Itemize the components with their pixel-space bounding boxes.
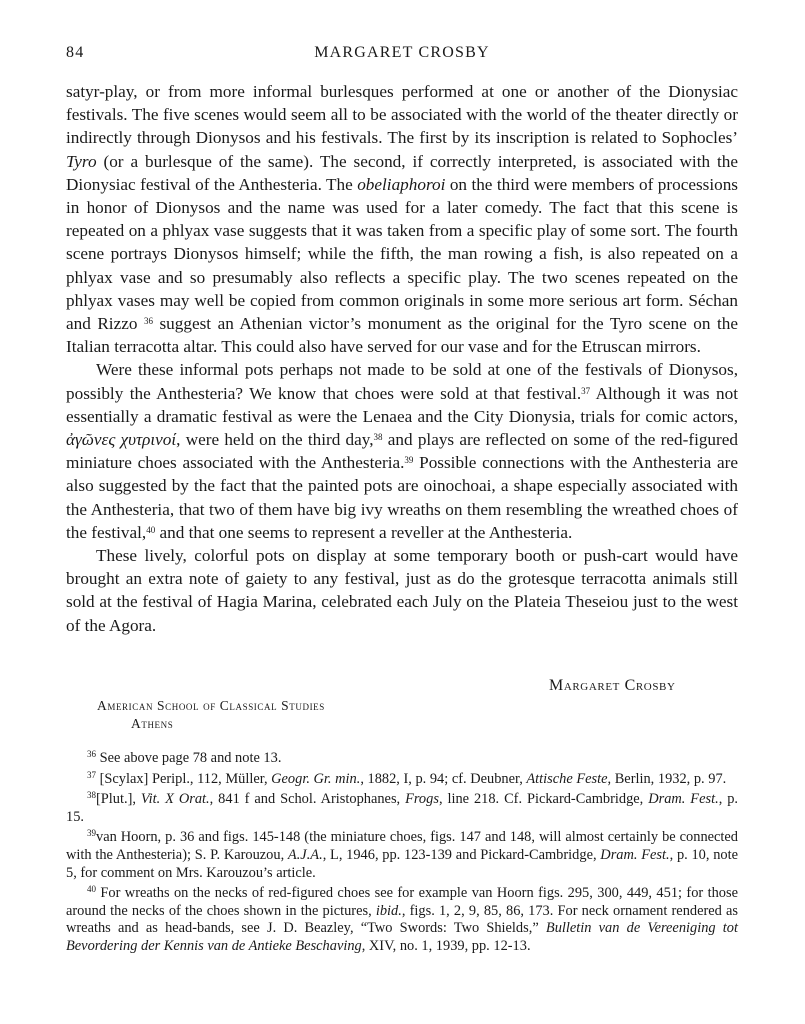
page-header <box>66 44 738 66</box>
institution-city: Athens <box>131 716 174 731</box>
term-obeliaphoroi: obeliaphoroi <box>357 174 446 194</box>
author-institution <box>97 697 325 733</box>
author-signature: Margaret Crosby <box>549 677 676 694</box>
greek-phrase: ἀγῶνες χυτρινοί <box>66 430 177 450</box>
footnote-ref-38: 38 <box>373 432 383 443</box>
footnote-ref-39: 39 <box>404 455 414 466</box>
title-tyro: Tyro <box>66 151 97 171</box>
page-number: 84 <box>66 44 85 61</box>
article-body <box>66 80 738 637</box>
footnote-39: $^{39}$van Hoorn, p. 36 and figs. 145-148 (the miniature choes, figs. 147 and 148, will almost certainly be connected with the Anthesteria); S. P. Karouzou, A.J.A., L, 1946, pp. 123-139 and Pickard-Cambridge, Dram. Fest., p. 10, note 5, for comment on Mrs. Karouzou’s article. <box>66 828 739 881</box>
footnote-37: $^{37}$ [Scylax] Peripl., 112, Müller, Geogr. Gr. min., 1882, I, p. 94; cf. Deubner, Attische Feste, Berlin, 1932, p. 97. <box>87 769 727 787</box>
footnote-ref-40: 40 <box>146 524 156 535</box>
footnote-ref-36: 36 <box>143 316 153 327</box>
paragraph-3: These lively, colorful pots on display at some temporary booth or push-cart would have brought an extra note of gaiety to any festival, just as do the grotesque terracotta animals still sold at the festival of Hagia Marina, celebrated each July on the Plateia Theseiou just to the west of the Agora. <box>66 546 738 635</box>
paragraph-1: satyr-play, or from more informal burlesques performed at one or another of the Dionysiac festivals. The five scenes would seem all to be associated with the world of the theater directly or indirectly through Dionysos and his festivals. The first by its inscription is related to Sophocles’ Tyro (or a burlesque of the same). The second, if correctly interpreted, is associated with the Dionysiac festival of the Anthesteria. The obeliaphoroi on the third were members of processions in honor of Dionysos and the name was used for a later comedy. The fact that this scene is repeated on a phlyax vase suggests that it was taken from a specific play of some sort. The fourth scene portrays Dionysos himself; while the fifth, the man rowing a fish, is also repeated on a phlyax vase and so presumably also reflects a specific play. The two scenes repeated on the phlyax vases may well be copied from common originals in some more serious art form. Séchan and Rizzo $^{36}$ suggest an Athenian victor’s monument as the original for the Tyro scene on the Italian terracotta altar. This could also have served for our vase and for the Etruscan mirrors. <box>66 82 738 357</box>
institution-name: American School of Classical Studies <box>97 698 325 713</box>
footnote-36: $^{36}$ See above page 78 and note 13. <box>87 749 282 766</box>
footnote-40: $^{40}$ For wreaths on the necks of red-figured choes see for example van Hoorn figs. 295, 300, 449, 451; for those around the necks of the choes shown in the pictures, ibid., figs. 1, 2, 9, 85, 86, 173. For neck ornament rendered as wreaths and as head-bands, see J. D. Beazley, “Two Swords: Two Shields,” Bulletin van de Vereeniging tot Bevordering der Kennis van de Antieke Beschaving, XIV, no. 1, 1939, pp. 12-13. <box>66 884 739 954</box>
footnote-ref-37: 37 <box>581 385 591 396</box>
footnote-38: $^{38}$[Plut.], Vit. X Orat., 841 f and Schol. Aristophanes, Frogs, line 218. Cf. Pickard-Cambridge, Dram. Fest., p. 15. <box>66 790 739 825</box>
running-head: MARGARET CROSBY <box>314 44 490 61</box>
footnotes <box>66 750 738 956</box>
paragraph-2: Were these informal pots perhaps not made to be sold at one of the festivals of Dionysos, possibly the Anthesteria? We know that choes were sold at that festival.$^{37}$ Although it was not essentially a dramatic festival as were the Lenaea and the City Dionysia, trials for comic actors, ἀγῶνες χυτρινοί, were held on the third day,$^{38}$ and plays are reflected on some of the red-figured miniature choes associated with the Anthesteria.$^{39}$ Possible connections with the Anthesteria are also suggested by the fact that the painted pots are oinochoai, a shape especially associated with the Anthesteria, that two of them have big ivy wreaths on them resembling the wreathed choes of the festival,$^{40}$ and that one seems to represent a reveller at the Anthesteria. <box>66 360 739 542</box>
